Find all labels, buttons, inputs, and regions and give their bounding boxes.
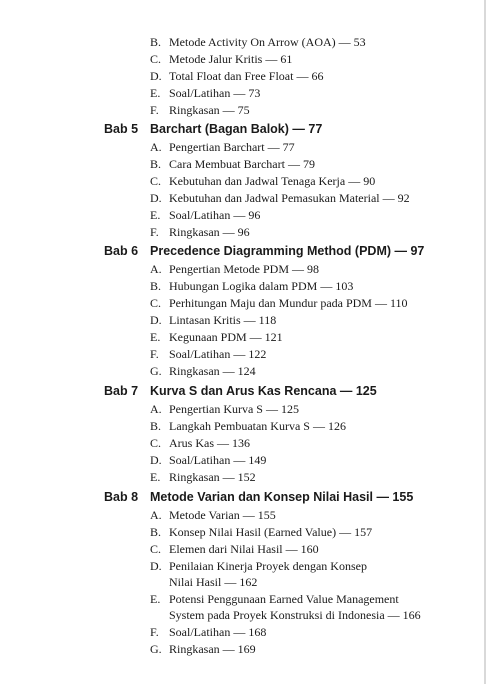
toc-item: G. Ringkasan — 124 [150,364,256,378]
toc-item: D. Penilaian Kinerja Proyek dengan Konsep [150,559,367,573]
toc-item: E. Ringkasan — 152 [150,470,256,484]
toc-item-continuation: Nilai Hasil — 162 [169,575,258,589]
toc-item: E. Soal/Latihan — 96 [150,208,261,222]
toc-item: A. Metode Varian — 155 [150,508,276,522]
toc-item: B. Metode Activity On Arrow (AOA) — 53 [150,35,366,49]
toc-item: A. Pengertian Kurva S — 125 [150,402,299,416]
toc-item: B. Cara Membuat Barchart — 79 [150,157,315,171]
toc-item: C. Arus Kas — 136 [150,436,250,450]
toc-item: C. Kebutuhan dan Jadwal Tenaga Kerja — 90 [150,174,376,188]
chapter-heading: Bab 6 Precedence Diagramming Method (PDM) — 97 [104,244,425,258]
toc-item: F. Ringkasan — 96 [150,225,250,239]
toc-item: B. Konsep Nilai Hasil (Earned Value) — 157 [150,525,373,539]
chapter-heading: Bab 8 Metode Varian dan Konsep Nilai Hasil — 155 [104,490,414,504]
chapter-heading: Bab 5 Barchart (Bagan Balok) — 77 [104,122,323,136]
toc-item: E. Kegunaan PDM — 121 [150,330,283,344]
toc-item: B. Langkah Pembuatan Kurva S — 126 [150,419,346,433]
chapter-heading: Bab 7 Kurva S dan Arus Kas Rencana — 125 [104,384,377,398]
toc-item: C. Elemen dari Nilai Hasil — 160 [150,542,319,556]
toc-item: A. Pengertian Metode PDM — 98 [150,262,319,276]
toc-item: F. Ringkasan — 75 [150,103,250,117]
toc-item: F. Soal/Latihan — 168 [150,625,267,639]
toc-item-continuation: System pada Proyek Konstruksi di Indonesia — 166 [169,608,421,622]
toc-item: D. Total Float dan Free Float — 66 [150,69,324,83]
toc-item: F. Soal/Latihan — 122 [150,347,267,361]
toc-item: G. Ringkasan — 169 [150,642,256,656]
toc-item: C. Metode Jalur Kritis — 61 [150,52,293,66]
page-edge-shadow [484,0,486,684]
toc-item: D. Lintasan Kritis — 118 [150,313,277,327]
toc-item: D. Soal/Latihan — 149 [150,453,267,467]
toc-item: A. Pengertian Barchart — 77 [150,140,295,154]
toc-item: E. Soal/Latihan — 73 [150,86,261,100]
toc-item: D. Kebutuhan dan Jadwal Pemasukan Material — 92 [150,191,410,205]
toc-item: E. Potensi Penggunaan Earned Value Management [150,592,399,606]
toc-item: C. Perhitungan Maju dan Mundur pada PDM — 110 [150,296,408,310]
toc-item: B. Hubungan Logika dalam PDM — 103 [150,279,354,293]
